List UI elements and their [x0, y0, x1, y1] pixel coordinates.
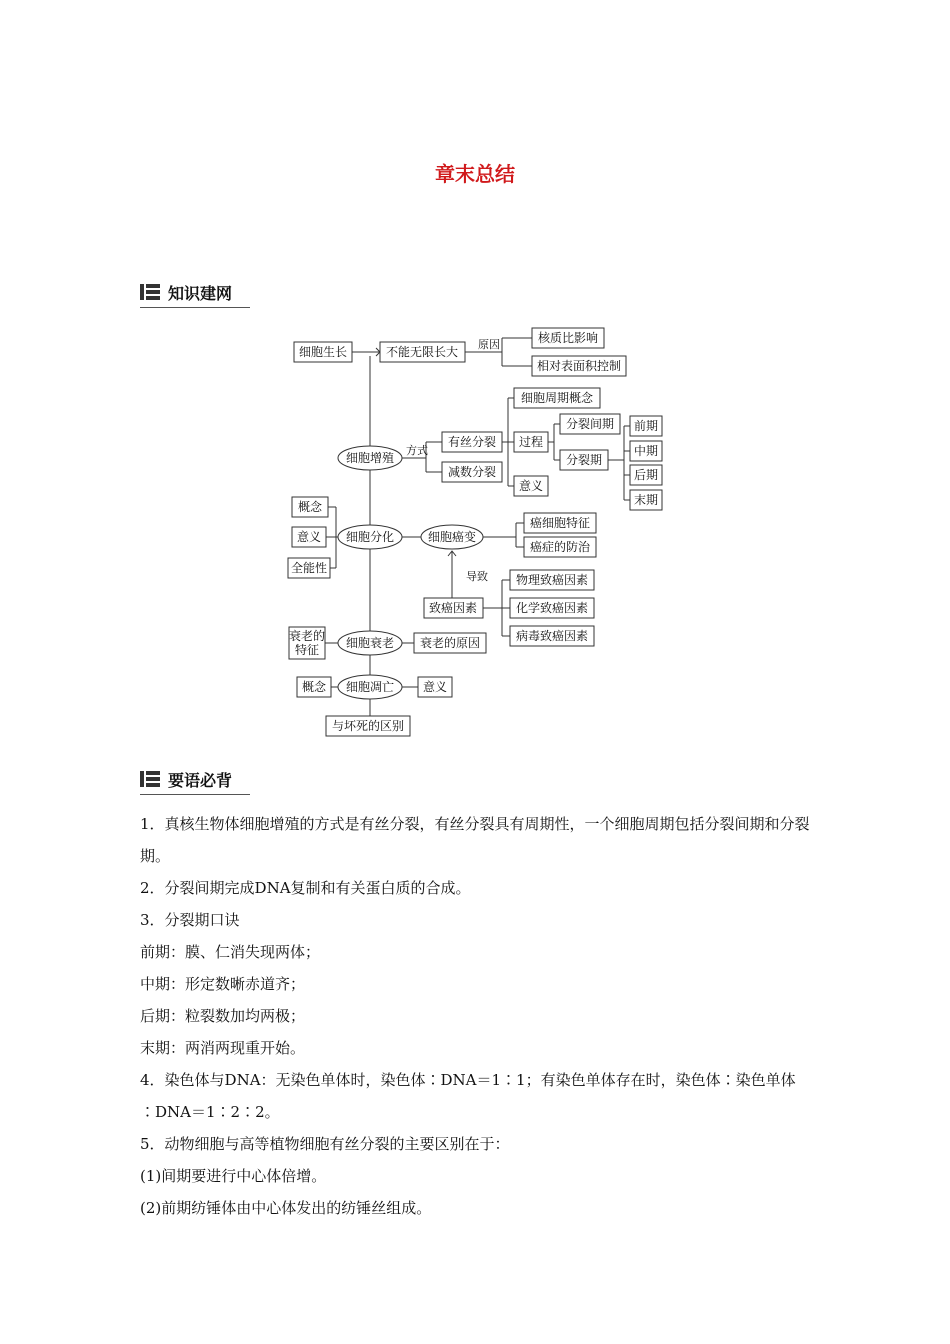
key-points-text [140, 808, 820, 1224]
label-reason: 原因 [478, 338, 500, 351]
node-diff-concept: 概念 [297, 500, 323, 514]
point-4: 4．染色体与DNA：无染色单体时，染色体∶DNA＝1∶1；有染色单体存在时，染色体∶染色单体∶DNA＝1∶2∶2。 [140, 1071, 796, 1121]
section-title: 知识建网 [168, 283, 233, 303]
point-3: 3．分裂期口诀 [140, 911, 240, 929]
node-diff-significance: 意义 [296, 530, 322, 544]
node-viral: 病毒致癌因素 [515, 629, 589, 643]
node-totipotency: 全能性 [290, 561, 328, 575]
point-5-1: (1)间期要进行中心体倍增。 [140, 1167, 327, 1185]
point-5-2: (2)前期纺锤体由中心体发出的纺锤丝组成。 [140, 1199, 432, 1217]
node-prophase: 前期 [633, 419, 659, 433]
node-apoptosis: 细胞凋亡 [345, 680, 395, 694]
node-mitosis: 有丝分裂 [447, 435, 497, 449]
node-apo-significance: 意义 [422, 680, 448, 694]
section-underline [140, 307, 250, 308]
node-apo-concept: 概念 [301, 680, 327, 694]
node-interphase: 分裂间期 [565, 417, 615, 431]
point-3-telophase: 末期：两消两现重开始。 [140, 1039, 306, 1057]
node-growth: 细胞生长 [298, 345, 348, 359]
node-nucleus-ratio: 核质比影响 [537, 331, 599, 345]
node-aging: 细胞衰老 [345, 636, 395, 650]
node-significance: 意义 [518, 479, 544, 493]
node-aging-causes: 衰老的原因 [419, 636, 481, 650]
node-proliferation: 细胞增殖 [345, 451, 395, 465]
node-cancer: 细胞癌变 [427, 530, 477, 544]
node-carcinogens: 致癌因素 [428, 601, 478, 615]
section-header-network [140, 280, 232, 304]
node-surface-volume: 相对表面积控制 [536, 359, 622, 373]
node-chemical: 化学致癌因素 [515, 601, 589, 615]
point-1: 1．真核生物体细胞增殖的方式是有丝分裂，有丝分裂具有周期性，一个细胞周期包括分裂间期和分裂期。 [140, 815, 810, 865]
point-3-metaphase: 中期：形定数晰赤道齐； [140, 975, 306, 993]
node-cycle-concept: 细胞周期概念 [520, 391, 594, 405]
section-title: 要语必背 [168, 770, 233, 790]
section-bars-icon [140, 771, 160, 787]
point-2: 2．分裂间期完成DNA复制和有关蛋白质的合成。 [140, 879, 471, 897]
node-anaphase: 后期 [633, 468, 659, 482]
point-5: 5．动物细胞与高等植物细胞有丝分裂的主要区别在于： [140, 1135, 510, 1153]
label-leads-to: 导致 [466, 570, 488, 583]
page-title: 章末总结 [435, 162, 515, 186]
node-meiosis: 减数分裂 [447, 465, 497, 479]
node-physical: 物理致癌因素 [515, 573, 589, 587]
node-aging-features-line2: 特征 [294, 643, 320, 657]
node-vs-necrosis: 与坏死的区别 [331, 719, 405, 733]
point-3-prophase: 前期：膜、仁消失现两体； [140, 943, 321, 961]
node-cancer-features: 癌细胞特征 [529, 516, 591, 530]
concept-map [280, 320, 680, 740]
label-method: 方式 [406, 444, 428, 457]
node-m-phase: 分裂期 [565, 453, 603, 467]
section-bars-icon [140, 284, 160, 300]
node-metaphase: 中期 [633, 444, 659, 458]
node-cancer-prevention: 癌症的防治 [529, 540, 591, 554]
node-differentiation: 细胞分化 [345, 530, 395, 544]
node-process: 过程 [518, 435, 544, 449]
node-telophase: 末期 [633, 493, 659, 507]
point-3-anaphase: 后期：粒裂数加均两极； [140, 1007, 306, 1025]
node-unlimited: 不能无限长大 [385, 345, 459, 359]
node-aging-features-line1: 衰老的 [288, 629, 326, 643]
section-underline [140, 794, 250, 795]
section-header-key-points [140, 767, 232, 791]
